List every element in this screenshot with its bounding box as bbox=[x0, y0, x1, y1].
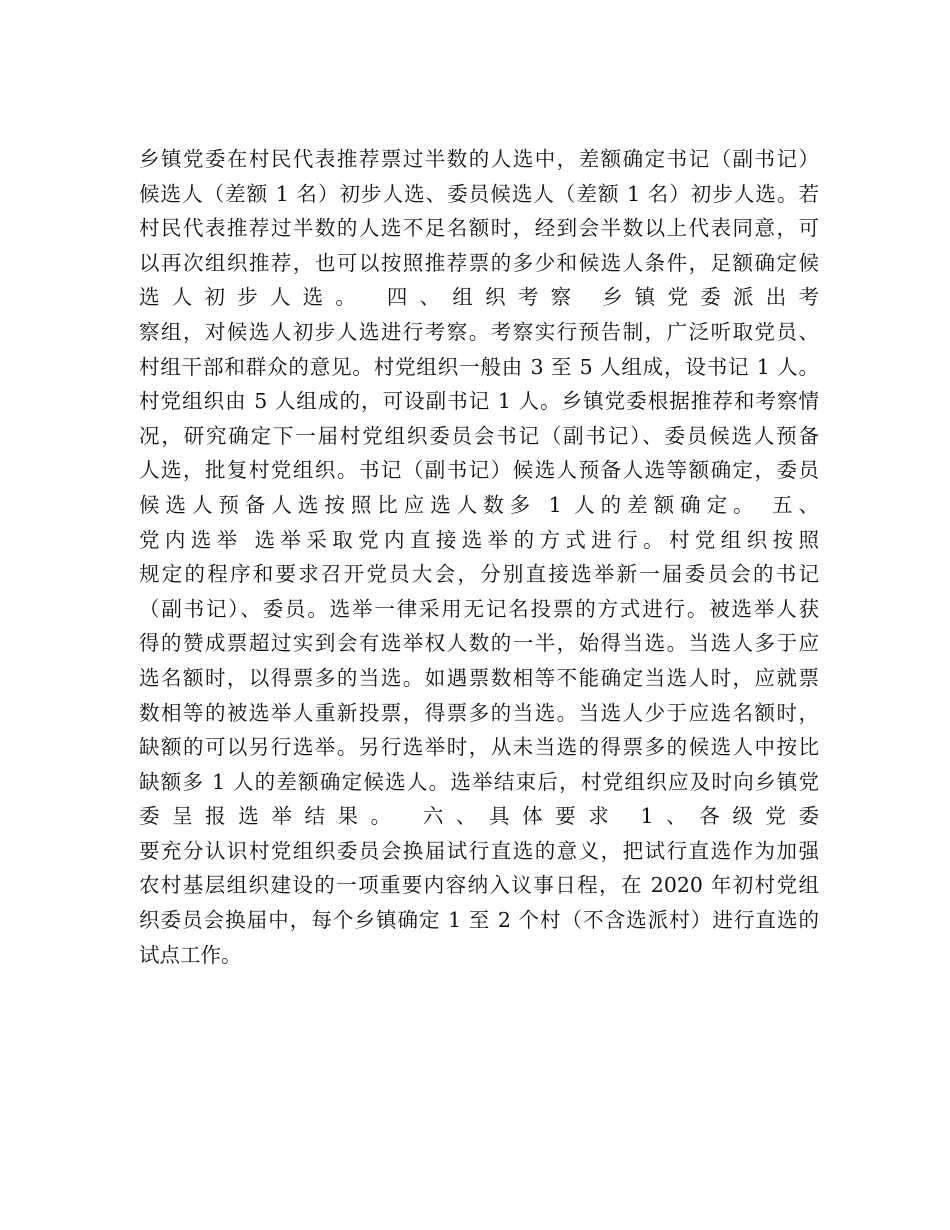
text-line: 况，研究确定下一届村党组织委员会书记（副书记）、委员候选人预备 bbox=[139, 423, 819, 448]
text-line: 农村基层组织建设的一项重要内容纳入议事日程，在 2020 年初村党组 bbox=[139, 873, 819, 898]
text-line: 村民代表推荐过半数的人选不足名额时，经到会半数以上代表同意，可 bbox=[139, 216, 819, 241]
text-line: 选名额时，以得票多的当选。如遇票数相等不能确定当选人时，应就票 bbox=[139, 665, 819, 690]
text-line: 缺额多 1 人的差额确定候选人。选举结束后，村党组织应及时向乡镇党 bbox=[139, 769, 819, 794]
text-line: 党内选举 选举采取党内直接选举的方式进行。村党组织按照 bbox=[139, 527, 819, 552]
text-line: 试点工作。 bbox=[139, 942, 242, 967]
text-line: 要充分认识村党组织委员会换届试行直选的意义，把试行直选作为加强 bbox=[139, 838, 819, 863]
text-line: 候选人预备人选按照比应选人数多 1 人的差额确定。 五、 bbox=[139, 492, 819, 517]
text-line: 规定的程序和要求召开党员大会，分别直接选举新一届委员会的书记 bbox=[139, 562, 819, 587]
body-text bbox=[139, 142, 819, 972]
text-line: （副书记）、委员。选举一律采用无记名投票的方式进行。被选举人获 bbox=[139, 596, 819, 621]
text-line: 以再次组织推荐，也可以按照推荐票的多少和候选人条件，足额确定候 bbox=[139, 250, 819, 275]
text-line: 委呈报选举结果。 六、具体要求 1、各级党委 bbox=[139, 804, 819, 829]
text-line: 候选人（差额 1 名）初步人选、委员候选人（差额 1 名）初步人选。若 bbox=[139, 181, 819, 206]
text-line: 乡镇党委在村民代表推荐票过半数的人选中，差额确定书记（副书记） bbox=[139, 147, 819, 171]
text-line: 村党组织由 5 人组成的，可设副书记 1 人。乡镇党委根据推荐和考察情 bbox=[139, 389, 819, 414]
text-line: 缺额的可以另行选举。另行选举时，从未当选的得票多的候选人中按比 bbox=[139, 735, 819, 760]
text-line: 选人初步人选。 四、组织考察 乡镇党委派出考 bbox=[139, 285, 819, 310]
text-line: 得的赞成票超过实到会有选举权人数的一半，始得当选。当选人多于应 bbox=[139, 631, 819, 656]
text-line: 织委员会换届中，每个乡镇确定 1 至 2 个村（不含选派村）进行直选的 bbox=[139, 908, 819, 933]
text-line: 村组干部和群众的意见。村党组织一般由 3 至 5 人组成，设书记 1 人。 bbox=[139, 354, 819, 379]
text-line: 察组，对候选人初步人选进行考察。考察实行预告制，广泛听取党员、 bbox=[139, 319, 819, 344]
text-line: 数相等的被选举人重新投票，得票多的当选。当选人少于应选名额时， bbox=[139, 700, 819, 725]
text-line: 人选，批复村党组织。书记（副书记）候选人预备人选等额确定，委员 bbox=[139, 458, 819, 483]
